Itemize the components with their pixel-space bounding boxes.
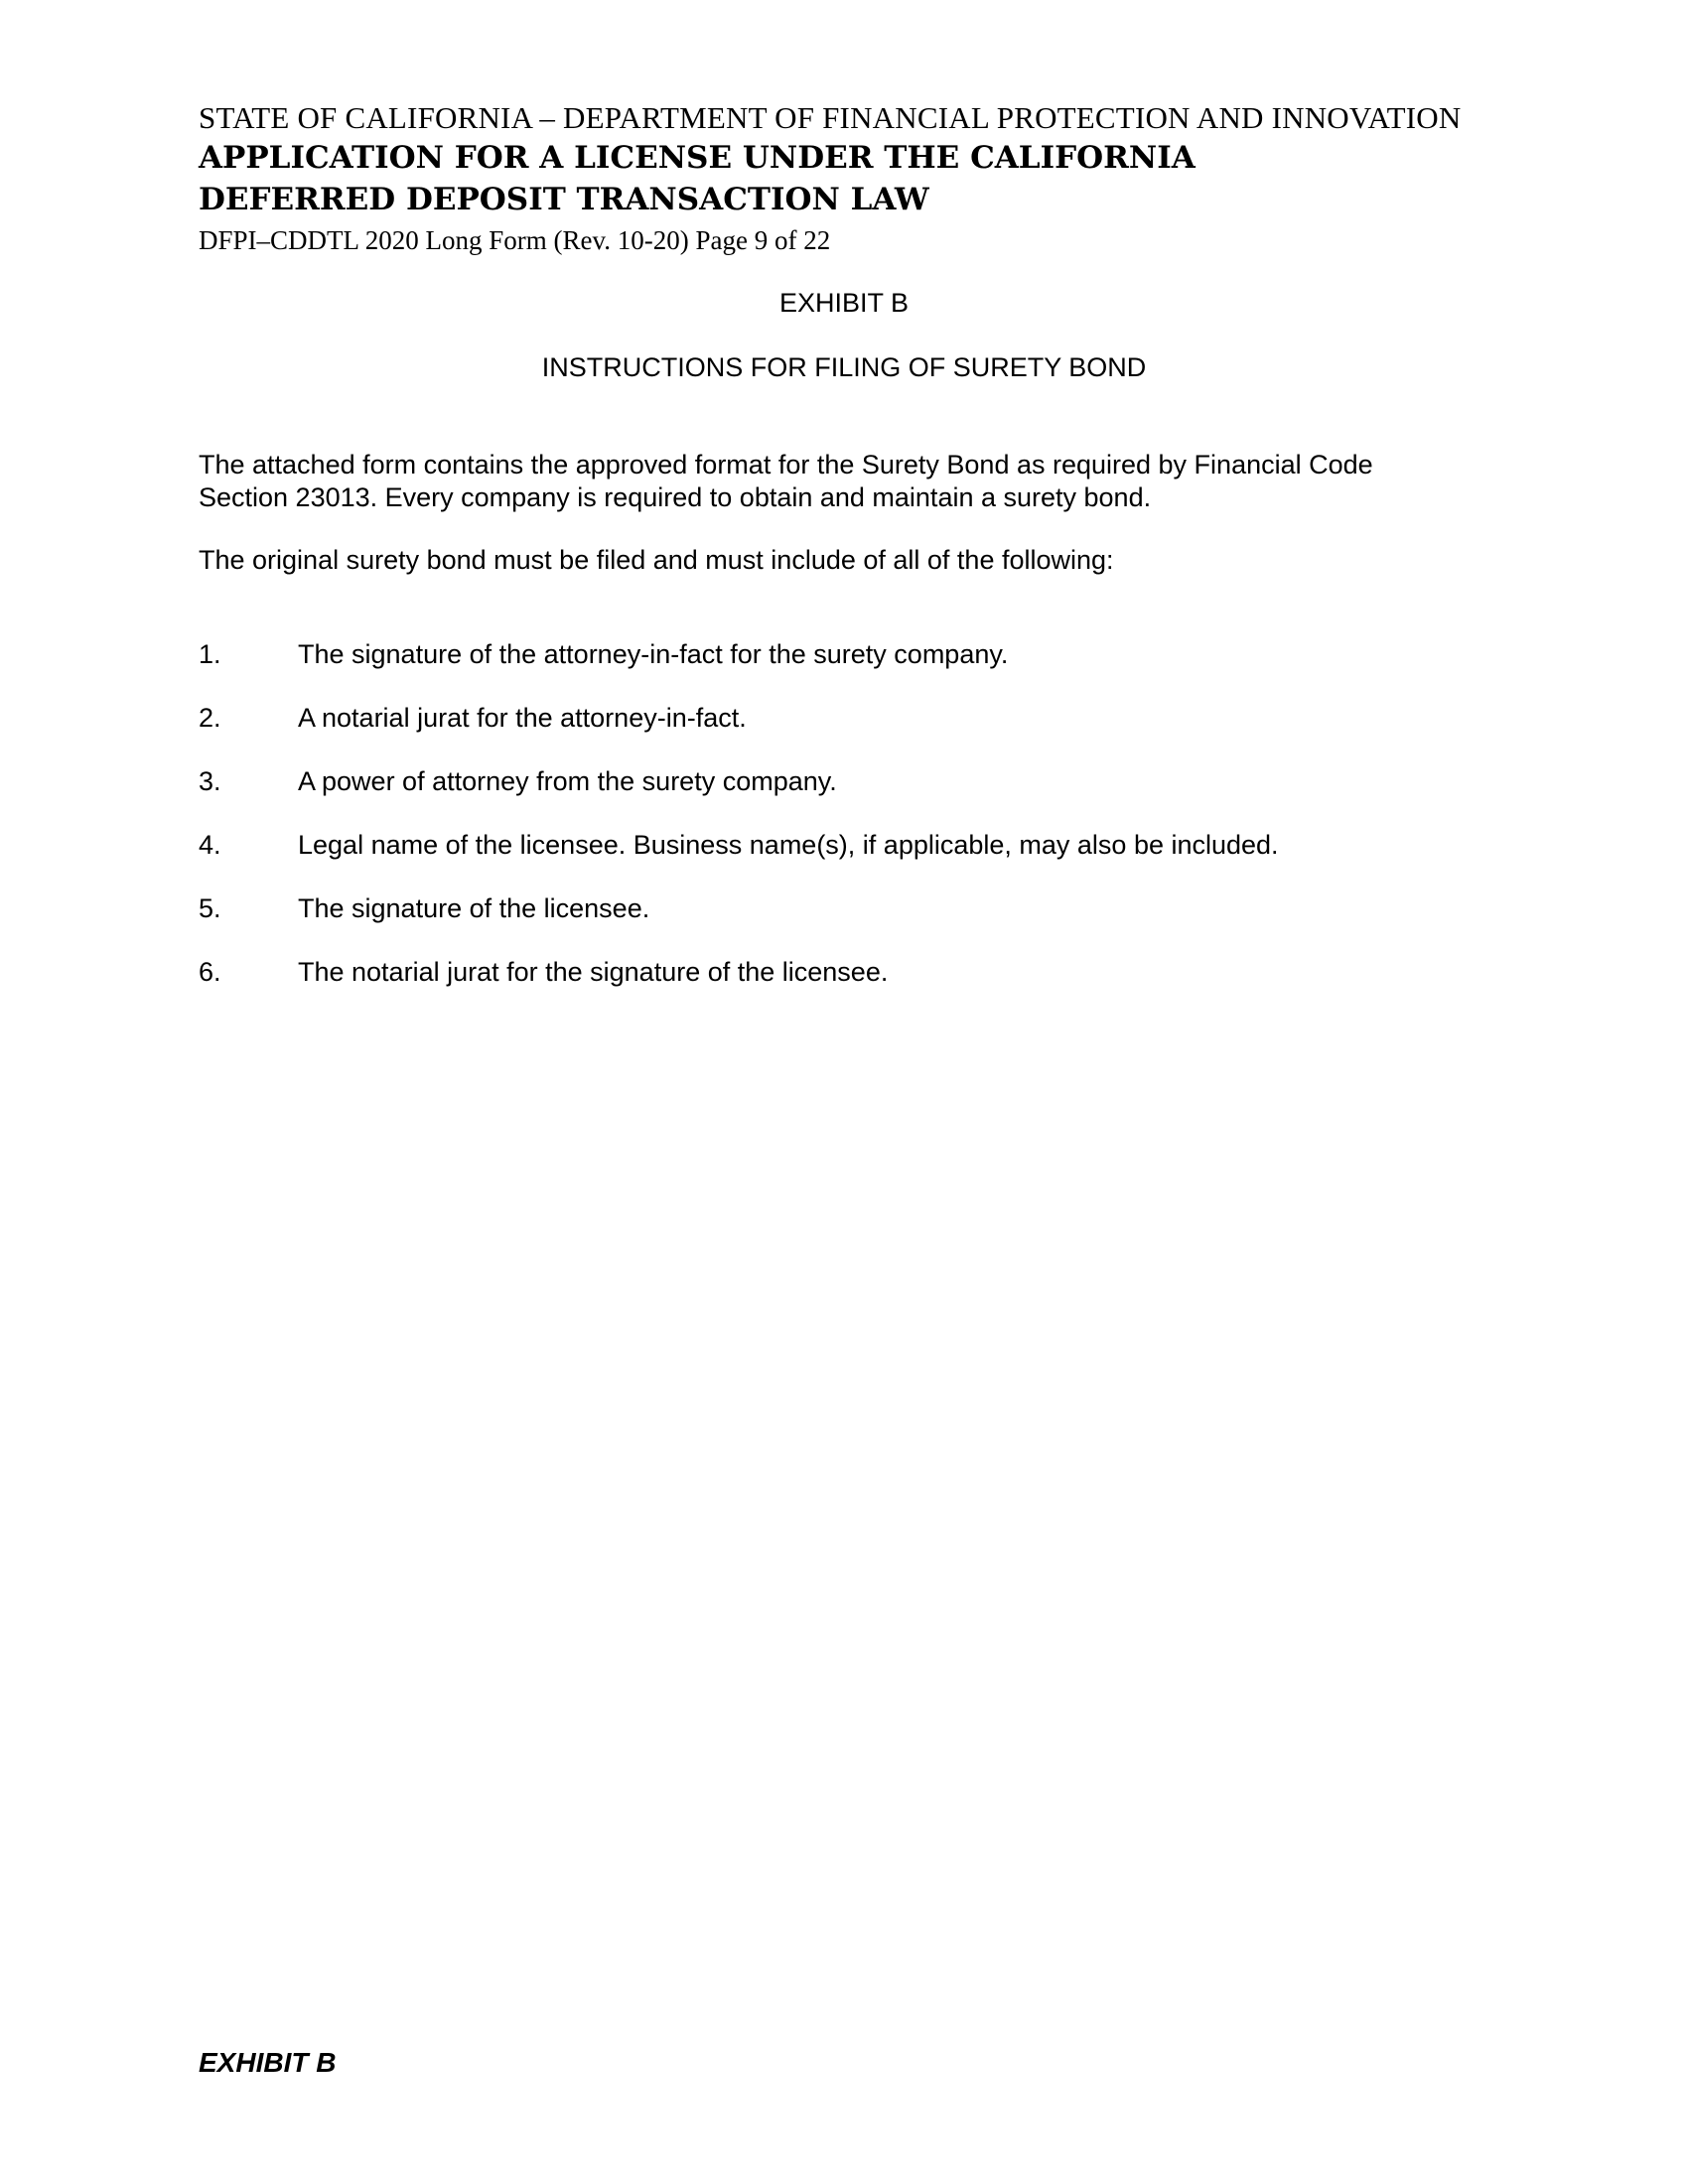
form-identifier: DFPI–CDDTL 2020 Long Form (Rev. 10-20) Page 9 of 22 (199, 225, 831, 255)
list-item-number: 3. (199, 766, 221, 796)
list-item (199, 892, 1489, 956)
list-item (199, 638, 1489, 702)
document-header (199, 99, 1489, 258)
list-item (199, 829, 1489, 892)
list-item-text: A power of attorney from the surety company. (298, 766, 837, 796)
list-item (199, 765, 1489, 829)
application-title-line-2: DEFERRED DEPOSIT TRANSACTION LAW (199, 182, 929, 217)
application-title-line-1: APPLICATION FOR A LICENSE UNDER THE CALIFORNIA (199, 140, 1196, 176)
list-item-text: The notarial jurat for the signature of the licensee. (298, 957, 889, 987)
list-item (199, 702, 1489, 765)
requirements-list (199, 638, 1489, 1020)
footer-exhibit-label: EXHIBIT B (199, 2047, 337, 2078)
list-item-text: The signature of the attorney-in-fact for the surety company. (298, 639, 1009, 669)
list-item (199, 956, 1489, 1020)
list-item-number: 6. (199, 957, 221, 987)
list-item-text: The signature of the licensee. (298, 893, 650, 923)
list-item-text: A notarial jurat for the attorney-in-fact. (298, 703, 747, 733)
list-item-number: 1. (199, 639, 221, 669)
exhibit-heading: EXHIBIT B (778, 288, 910, 318)
instructions-heading: INSTRUCTIONS FOR FILING OF SURETY BOND (541, 352, 1147, 382)
list-item-text: Legal name of the licensee. Business name(s), if applicable, may also be included. (298, 830, 1279, 860)
list-item-number: 4. (199, 830, 221, 860)
list-item-number: 5. (199, 893, 221, 923)
requirements-intro-paragraph: The original surety bond must be filed and must include of all of the following: (199, 545, 1114, 575)
list-item-number: 2. (199, 703, 221, 733)
agency-name: STATE OF CALIFORNIA – DEPARTMENT OF FINANCIAL PROTECTION AND INNOVATION (199, 100, 1462, 135)
intro-paragraph: The attached form contains the approved format for the Surety Bond as required by Financial Code Section 23013. Every company is required to obtain and maintain a surety bond. (199, 450, 1373, 512)
